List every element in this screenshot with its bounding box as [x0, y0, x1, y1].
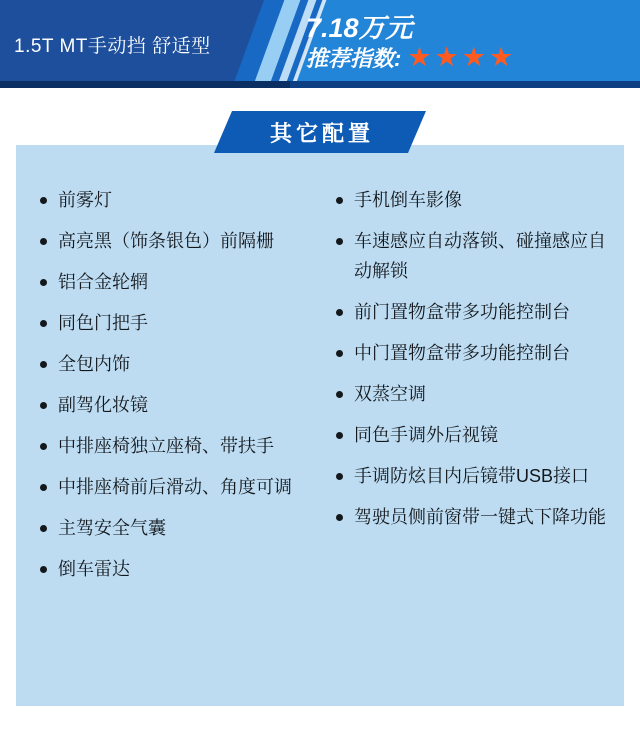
star-icon: ★ — [461, 42, 486, 72]
feature-list-right — [334, 185, 610, 532]
feature-item: 前门置物盒带多功能控制台 — [334, 297, 610, 327]
feature-item: 倒车雷达 — [38, 554, 310, 584]
feature-list-left — [38, 185, 310, 584]
feature-item: 前雾灯 — [38, 185, 310, 215]
feature-item: 手调防炫目内后镜带USB接口 — [334, 461, 610, 491]
other-configuration-section — [0, 88, 640, 742]
rating-row — [306, 42, 516, 73]
star-icon: ★ — [434, 42, 459, 72]
feature-item: 驾驶员侧前窗带一键式下降功能 — [334, 502, 610, 532]
feature-item: 铝合金轮辋 — [38, 267, 310, 297]
feature-item: 同色手调外后视镜 — [334, 420, 610, 450]
feature-column-left — [16, 185, 320, 706]
rating-label: 推荐指数: — [306, 46, 402, 71]
feature-item: 双蒸空调 — [334, 379, 610, 409]
feature-column-right — [320, 185, 624, 706]
feature-panel — [16, 145, 624, 706]
feature-columns — [16, 145, 624, 706]
feature-item: 中排座椅前后滑动、角度可调 — [38, 472, 310, 502]
feature-item: 全包内饰 — [38, 349, 310, 379]
feature-item: 副驾化妆镜 — [38, 390, 310, 420]
price-label: 7.18万元 — [306, 13, 413, 43]
feature-item: 中门置物盒带多功能控制台 — [334, 338, 610, 368]
feature-item: 同色门把手 — [38, 308, 310, 338]
header-bottom-bar-accent — [0, 81, 290, 88]
header-banner — [0, 0, 640, 88]
section-title: 其它配置 — [232, 111, 408, 153]
feature-item: 主驾安全气囊 — [38, 513, 310, 543]
star-icon: ★ — [407, 42, 432, 72]
rating-stars — [407, 44, 516, 71]
star-icon: ★ — [488, 42, 514, 72]
feature-item: 手机倒车影像 — [334, 185, 610, 215]
trim-name: 1.5T MT手动挡 舒适型 — [14, 36, 211, 57]
feature-item: 中排座椅独立座椅、带扶手 — [38, 431, 310, 461]
feature-item: 高亮黑（饰条银色）前隔栅 — [38, 226, 310, 256]
feature-item: 车速感应自动落锁、碰撞感应自动解锁 — [334, 226, 610, 286]
